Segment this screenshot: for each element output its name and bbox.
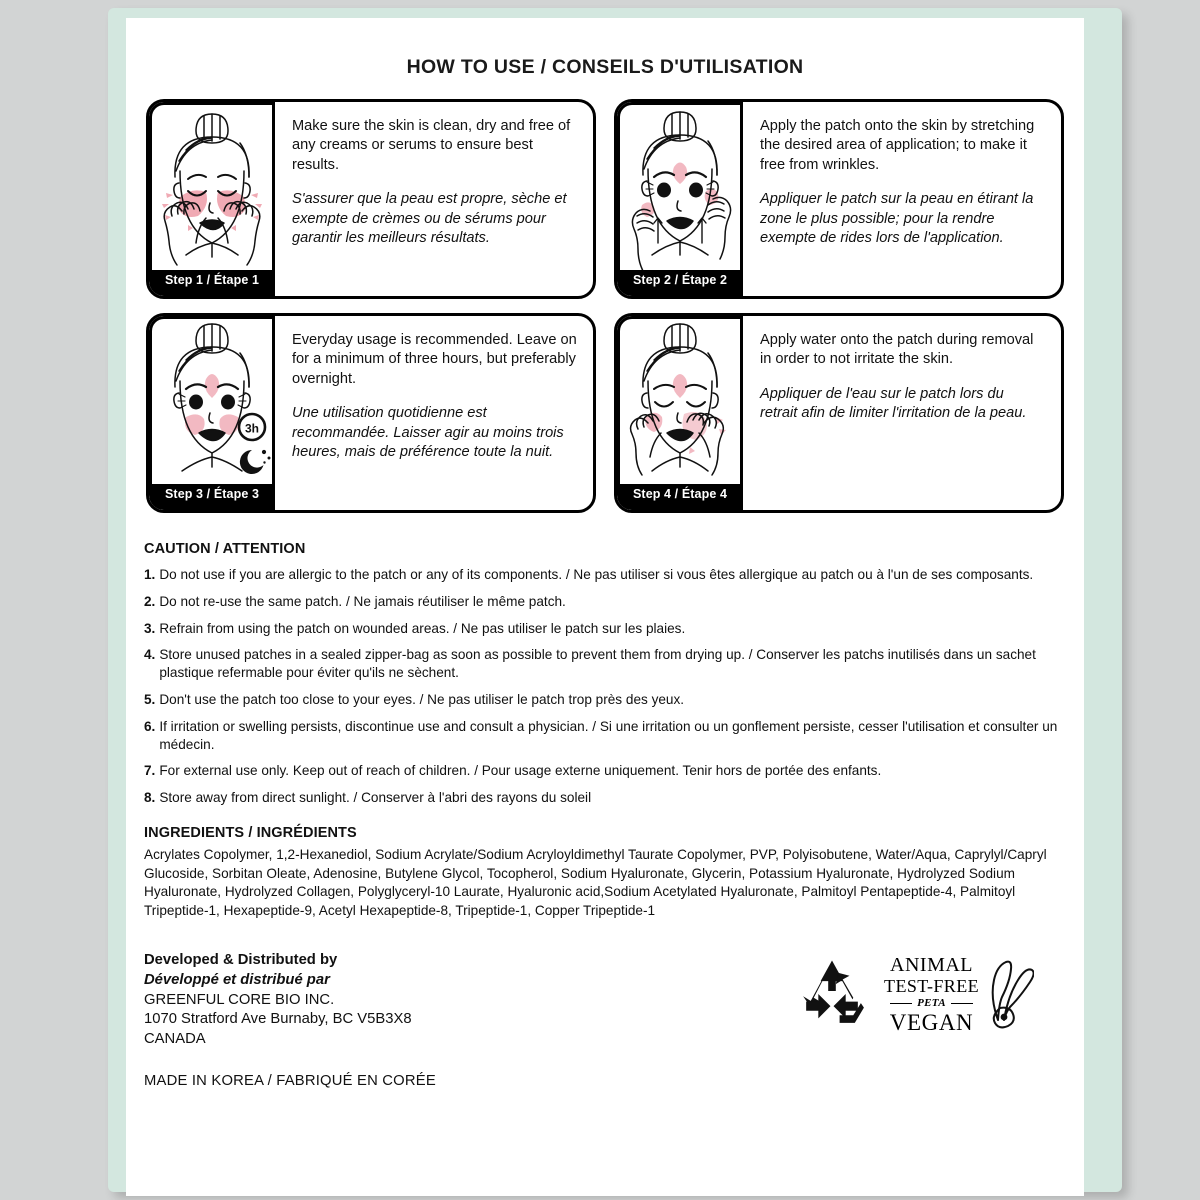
caution-item-number: 1. (144, 567, 156, 582)
step-2-badge: Step 2 / Étape 2 (633, 273, 727, 287)
insert-page (126, 18, 1084, 1196)
bunny-ears-icon (982, 958, 1034, 1030)
recycle-icon (794, 956, 870, 1032)
caution-item (144, 789, 1068, 807)
step-card-4 (614, 313, 1064, 513)
peta-line-1: ANIMAL (890, 953, 974, 976)
made-in-label: MADE IN KOREA / FABRIQUÉ EN CORÉE (144, 1073, 436, 1090)
step-4-text-fr: Appliquer de l'eau sur le patch lors du retrait afin de limiter l'irritation de la peau. (760, 385, 1027, 422)
peta-line-3: VEGAN (889, 1009, 974, 1035)
peta-org-name: PETA (917, 996, 946, 1009)
certification-marks (794, 951, 1068, 1034)
step-3-text-fr: Une utilisation quotidienne est recommandée. Laisser agir au moins trois heures, mais de préférence toute la nuit. (292, 405, 564, 461)
step-2-text-en: Apply the patch onto the skin by stretching the desired area of application; to make it free from wrinkles. (760, 118, 1035, 173)
caution-item (144, 593, 1068, 611)
step-1-illustration-column (149, 102, 275, 296)
peta-line-2: TEST-FREE (884, 975, 979, 996)
step-2-text-fr: Appliquer le patch sur la peau en étirant la zone le plus possible; pour la rendre exempte de rides lors de l'application. (760, 191, 1034, 247)
caution-item (144, 762, 1068, 780)
face-washing-icon (152, 105, 272, 270)
peta-org-rule (884, 998, 979, 1009)
step-2-illustration-column (617, 102, 743, 296)
caution-item-number: 2. (144, 593, 156, 609)
caution-item-number: 5. (144, 691, 156, 707)
step-3-text-en: Everyday usage is recommended. Leave on for a minimum of three hours, but preferably overnight. (292, 332, 577, 387)
company-address: 1070 Stratford Ave Burnaby, BC V5B3X8 (144, 1011, 412, 1028)
step-4-illustration-column (617, 316, 743, 510)
caution-item-number: 4. (144, 647, 156, 663)
caution-item-number: 6. (144, 718, 156, 734)
step-2-text (743, 102, 1061, 296)
step-3-badge: Step 3 / Étape 3 (165, 487, 259, 501)
step-card-2 (614, 99, 1064, 299)
peta-animal-test-free-vegan-mark (884, 955, 979, 1034)
caution-item (144, 646, 1068, 682)
developed-by-en: Developed & Distributed by (144, 951, 338, 968)
duration-badge-3h (239, 414, 265, 440)
caution-item-text: Do not use if you are allergic to the patch or any of its components. / Ne pas utiliser si vous êtes allergique au patch ou à l'un de ses composants. (159, 567, 1034, 582)
caution-item-text: Refrain from using the patch on wounded areas. / Ne pas utiliser le patch sur les plaies. (159, 620, 686, 636)
caution-list (144, 566, 1068, 807)
caution-item-number: 8. (144, 790, 156, 806)
step-1-text (275, 102, 593, 296)
step-4-text-en: Apply water onto the patch during removal in order to not irritate the skin. (760, 332, 1034, 368)
caution-heading: CAUTION / ATTENTION (144, 541, 306, 557)
step-card-1 (146, 99, 596, 299)
step-card-3 (146, 313, 596, 513)
caution-item-text: Do not re-use the same patch. / Ne jamais réutiliser le même patch. (159, 593, 566, 609)
ingredients-heading: INGREDIENTS / INGRÉDIENTS (144, 824, 357, 841)
caution-item-text: For external use only. Keep out of reach of children. / Pour usage externe uniquement. Tenir hors de portée des enfants. (159, 763, 882, 779)
caution-item (144, 566, 1068, 584)
step-4-badge: Step 4 / Étape 4 (633, 487, 727, 501)
footer-section (134, 951, 1076, 1092)
svg-text:3h: 3h (244, 421, 260, 436)
caution-section (134, 541, 1076, 807)
steps-grid (134, 99, 1076, 513)
face-removing-patch-icon (620, 319, 740, 484)
step-3-text (275, 316, 593, 510)
step-4-text (743, 316, 1061, 510)
crescent-moon-icon (240, 450, 271, 474)
face-overnight-wear-icon (152, 319, 272, 484)
caution-item (144, 718, 1068, 754)
company-name: GREENFUL CORE BIO INC. (144, 991, 335, 1008)
step-1-text-en: Make sure the skin is clean, dry and free of any creams or serums to ensure best results. (292, 118, 571, 173)
ingredients-text: Acrylates Copolymer, 1,2-Hexanediol, Sodium Acrylate/Sodium Acryloyldimethyl Taurate Copolymer, PVP, Polyisobutene, Water/Aqua, Caprylyl/Capryl Glucoside, Sorbitan Oleate, Adenosine, Butylene Glycol, Tocopherol, Sodium Hyaluronate, Glycerin, Potassium Hyaluronate, Hydrolyzed Sodium Hyaluronate, Hydrolyzed Collagen, Polyglyceryl-10 Laurate, Hyaluronic acid,Sodium Acetylated Hyaluronate, Palmitoyl Pentapeptide-4, Palmitoyl Tripeptide-1, Hexapeptide-9, Acetyl Hexapeptide-8, Tripeptide-1, Copper Tripeptide-1 (144, 846, 1047, 919)
face-applying-patch-icon (620, 105, 740, 270)
ingredients-section (134, 825, 1076, 921)
caution-item (144, 691, 1068, 709)
page-title: HOW TO USE / CONSEILS D'UTILISATION (406, 56, 804, 78)
caution-item (144, 620, 1068, 638)
caution-item-number: 3. (144, 620, 156, 636)
caution-item-text: Store unused patches in a sealed zipper-bag as soon as possible to prevent them from drying up. / Conserver les patchs inutilisés dans un sachet plastique refermable pour éviter qu'ils ne sèchent. (159, 647, 1036, 681)
caution-item-text: If irritation or swelling persists, discontinue use and consult a physician. / Si une irritation ou un gonflement persiste, cesser l'utilisation et consulter un médecin. (159, 718, 1058, 752)
distributor-block (144, 951, 436, 1092)
caution-item-text: Store away from direct sunlight. / Conserver à l'abri des rayons du soleil (159, 790, 592, 806)
developed-by-fr: Développé et distribué par (144, 971, 330, 988)
step-1-text-fr: S'assurer que la peau est propre, sèche et exempte de crèmes ou de sérums pour garantir les meilleurs résultats. (292, 191, 567, 247)
caution-item-text: Don't use the patch too close to your eyes. / Ne pas utiliser le patch trop près des yeux. (159, 691, 685, 707)
step-1-badge: Step 1 / Étape 1 (165, 273, 259, 287)
caution-item-number: 7. (144, 763, 156, 779)
company-country: CANADA (144, 1031, 206, 1048)
step-3-illustration-column (149, 316, 275, 510)
